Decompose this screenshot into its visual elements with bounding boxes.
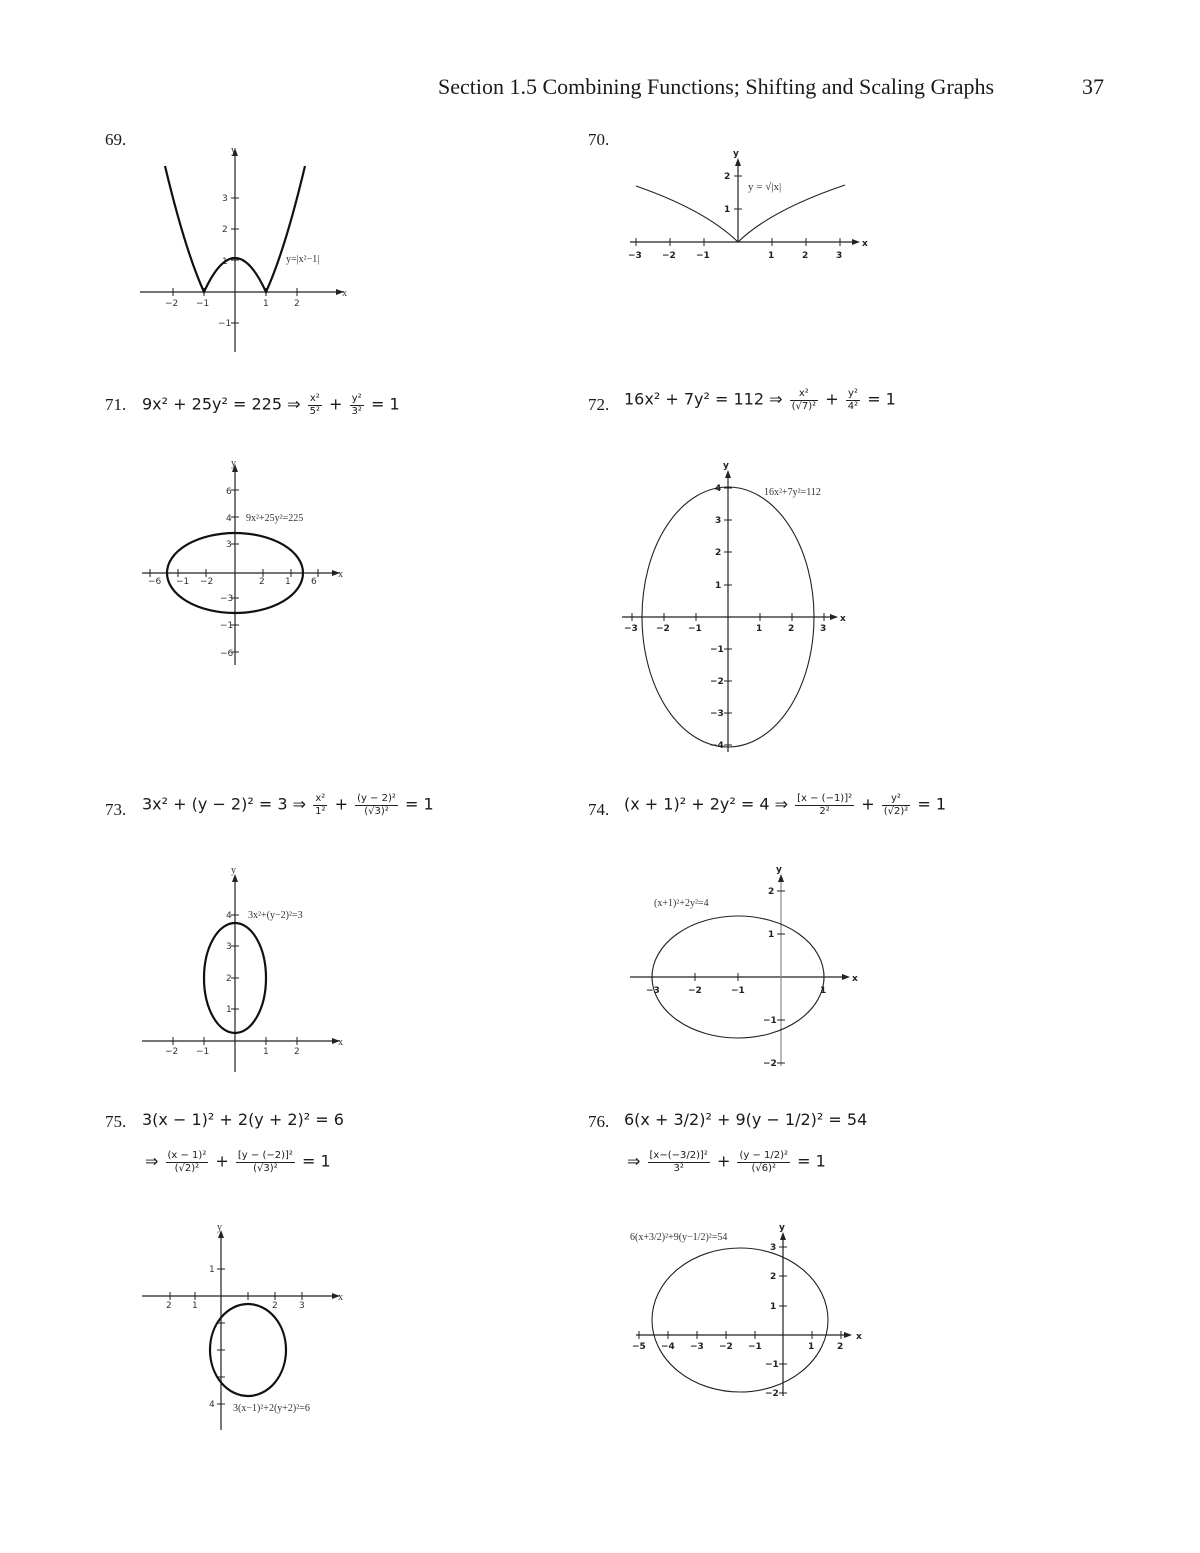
problem-number-69: 69. (105, 130, 127, 149)
graph-label: 3x²+(y−2)²=3 (248, 910, 303, 921)
tick-label: 1 (222, 257, 228, 267)
tick-label: 3 (820, 624, 827, 634)
tick-label: 1 (768, 251, 775, 261)
equation-72: 16x² + 7y² = 112 ⇒ $\frac{\text{x²}}{\text{(√7)²}}$ + $\frac{\text{y²}}{\text{4²}}$ = 1 (624, 388, 896, 412)
equation-71: 9x² + 25y² = 225 ⇒ $\frac{\text{x²}}{\text{5²}}$ + $\frac{\text{y²}}{\text{3²}}$ = 1 (142, 393, 400, 417)
tick-label: 4 (226, 911, 232, 921)
tick-label: 2 (770, 1272, 777, 1282)
tick-label: −1 (196, 1047, 210, 1057)
tick-label: −2 (765, 1389, 779, 1399)
tick-label: 4 (715, 484, 722, 494)
problem-number-72: 72. (588, 395, 610, 414)
tick-label: −1 (710, 645, 724, 655)
problem-number-76: 76. (588, 1112, 610, 1131)
tick-label: 2 (166, 1301, 172, 1311)
tick-label: 1 (263, 299, 269, 309)
tick-label: 3 (299, 1301, 305, 1311)
tick-label: 2 (788, 624, 795, 634)
tick-label: 1 (820, 986, 827, 996)
tick-label: 6 (226, 487, 232, 497)
tick-label: 3 (715, 516, 722, 526)
tick-label: −4 (710, 741, 724, 751)
tick-label: −6 (148, 577, 162, 587)
tick-label: 2 (294, 1047, 300, 1057)
y-axis-label: y (733, 149, 739, 159)
tick-label: −1 (696, 251, 710, 261)
tick-label: −6 (220, 649, 234, 659)
section-title: Section 1.5 Combining Functions; Shifting and Scaling Graphs (438, 74, 995, 99)
tick-label: 2 (272, 1301, 278, 1311)
tick-label: −3 (220, 594, 234, 604)
tick-label: 3 (770, 1243, 777, 1253)
tick-label: −2 (710, 677, 724, 687)
tick-label: 4 (209, 1400, 215, 1410)
tick-label: −1 (218, 319, 232, 329)
tick-label: −1 (731, 986, 745, 996)
problem-number-73: 73. (105, 800, 127, 819)
tick-label: 2 (724, 172, 731, 182)
x-axis-label: x (338, 1037, 343, 1048)
tick-label: 1 (724, 205, 731, 215)
tick-label: −2 (200, 577, 214, 587)
tick-label: 3 (222, 194, 228, 204)
y-axis-label: y (217, 1222, 222, 1233)
problem-number-75: 75. (105, 1112, 127, 1131)
tick-label: −2 (165, 1047, 179, 1057)
x-axis-label: x (856, 1332, 862, 1342)
equation-75-line1: 3(x − 1)² + 2(y + 2)² = 6 (142, 1110, 344, 1129)
tick-label: −3 (710, 709, 724, 719)
equation-73: 3x² + (y − 2)² = 3 ⇒ $\frac{\text{x²}}{\text{1²}}$ + $\frac{\text{(y − 2)²}}{\text{(√3)²}}$ = 1 (142, 793, 434, 817)
tick-label: −2 (662, 251, 676, 261)
tick-label: −1 (688, 624, 702, 634)
x-axis-label: x (338, 569, 343, 580)
tick-label: 2 (294, 299, 300, 309)
page-number: 37 (1082, 74, 1104, 99)
tick-label: −4 (661, 1342, 675, 1352)
tick-label: 1 (768, 930, 775, 940)
tick-label: −2 (656, 624, 670, 634)
equation-75-line2: ⇒ $\frac{\text{(x − 1)²}}{\text{(√2)²}}$ + $\frac{\text{[y − (−2)]²}}{\text{(√3)²}}$ = 1 (145, 1150, 331, 1174)
y-axis-label: y (723, 461, 729, 471)
graph-label: 16x²+7y²=112 (764, 487, 821, 498)
tick-label: −2 (165, 299, 179, 309)
tick-label: 3 (226, 540, 232, 550)
equation-74: (x + 1)² + 2y² = 4 ⇒ $\frac{\text{[x − (−1)]²}}{\text{2²}}$ + $\frac{\text{y²}}{\text{(√2)²}}$ = 1 (624, 793, 947, 817)
tick-label: 1 (226, 1005, 232, 1015)
tick-label: −3 (624, 624, 638, 634)
tick-label: −1 (176, 577, 190, 587)
tick-label: −2 (688, 986, 702, 996)
tick-label: 1 (770, 1302, 777, 1312)
tick-label: −3 (646, 986, 660, 996)
graph-label: y = √|x| (748, 181, 782, 193)
tick-label: 1 (715, 581, 722, 591)
x-axis-label: x (342, 288, 347, 299)
tick-label: 2 (222, 225, 228, 235)
tick-label: 2 (768, 887, 775, 897)
tick-label: 1 (756, 624, 763, 634)
tick-label: 1 (209, 1265, 215, 1275)
problem-number-74: 74. (588, 800, 610, 819)
problem-number-71: 71. (105, 395, 127, 414)
x-axis-label: x (840, 614, 846, 624)
problem-number-70: 70. (588, 130, 610, 149)
tick-label: −2 (719, 1342, 733, 1352)
tick-label: 3 (836, 251, 843, 261)
graph-label: y=|x²−1| (286, 254, 320, 265)
equation-76-line2: ⇒ $\frac{\text{[x−(−3/2)]²}}{\text{3²}}$ + $\frac{\text{(y − 1/2)²}}{\text{(√6)²}}$ = 1 (627, 1150, 826, 1174)
tick-label: −2 (763, 1059, 777, 1069)
tick-label: −3 (690, 1342, 704, 1352)
y-axis-label: y (779, 1223, 785, 1233)
x-axis-label: x (852, 974, 858, 984)
y-axis-label: y (776, 865, 782, 875)
graph-label: 9x²+25y²=225 (246, 513, 304, 524)
tick-label: 2 (837, 1342, 844, 1352)
tick-label: 2 (259, 577, 265, 587)
y-axis-label: y (231, 458, 236, 469)
tick-label: −1 (748, 1342, 762, 1352)
tick-label: 2 (802, 251, 809, 261)
tick-label: 2 (715, 548, 722, 558)
tick-label: 3 (226, 942, 232, 952)
tick-label: 1 (285, 577, 291, 587)
tick-label: −3 (628, 251, 642, 261)
tick-label: 6 (311, 577, 317, 587)
graph-label: (x+1)²+2y²=4 (654, 898, 709, 909)
tick-label: 4 (226, 514, 232, 524)
tick-label: 2 (226, 974, 232, 984)
tick-label: −5 (632, 1342, 646, 1352)
tick-label: −1 (220, 621, 234, 631)
y-axis-label: y (231, 865, 236, 876)
tick-label: 1 (192, 1301, 198, 1311)
tick-label: −1 (765, 1360, 779, 1370)
tick-label: −1 (763, 1016, 777, 1026)
equation-76-line1: 6(x + 3/2)² + 9(y − 1/2)² = 54 (624, 1110, 868, 1129)
graph-label: 6(x+3/2)²+9(y−1/2)²=54 (630, 1232, 728, 1243)
x-axis-label: x (338, 1292, 343, 1303)
tick-label: −1 (196, 299, 210, 309)
graph-label: 3(x−1)²+2(y+2)²=6 (233, 1403, 310, 1414)
x-axis-label: x (862, 239, 868, 249)
y-axis-label: y (231, 145, 236, 156)
tick-label: 1 (263, 1047, 269, 1057)
tick-label: 1 (808, 1342, 815, 1352)
